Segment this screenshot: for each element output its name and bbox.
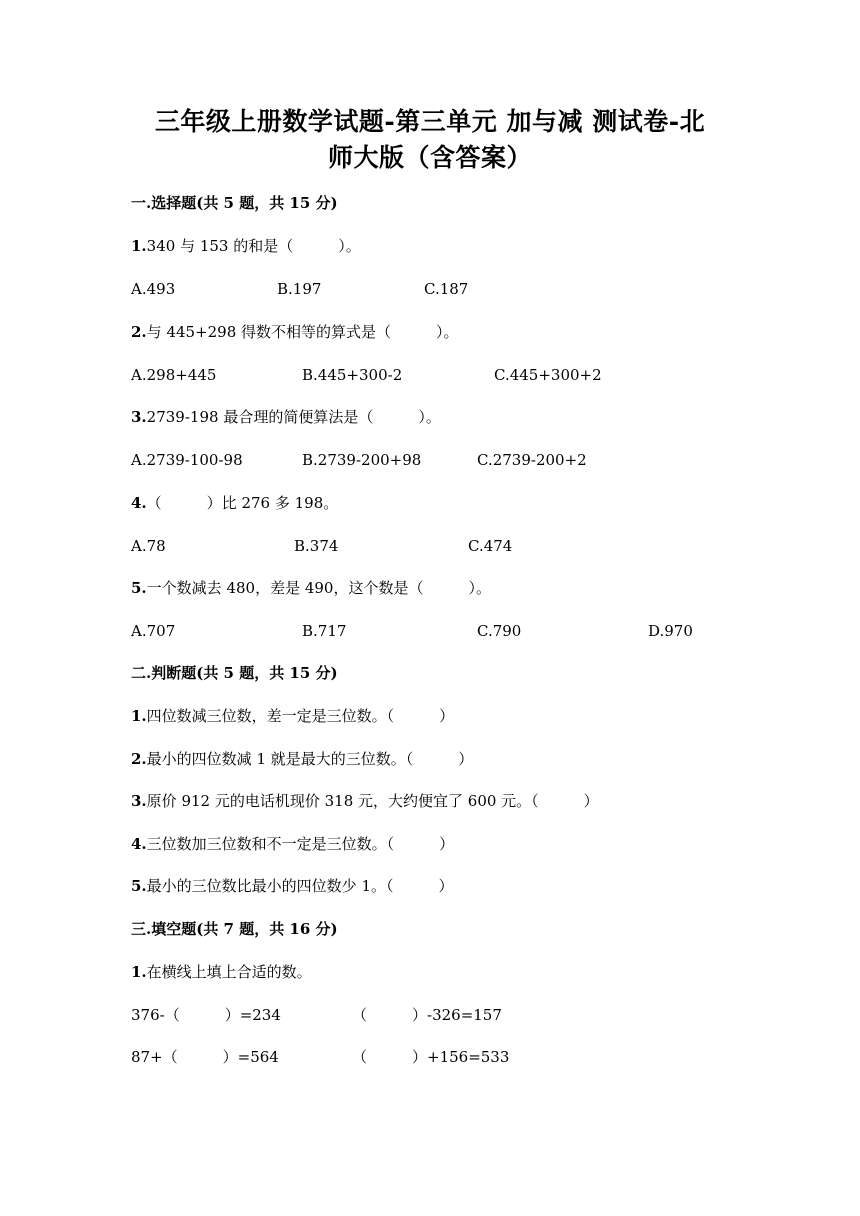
section-heading-judgment: 二.判断题(共 5 题，共 15 分)	[131, 664, 338, 682]
question-item	[131, 791, 599, 811]
option-c: C.445+300+2	[494, 366, 602, 384]
question-item	[131, 876, 454, 896]
option-c: C.187	[424, 280, 469, 298]
question-text: 最小的四位数减 1 就是最大的三位数。（ ）	[146, 750, 474, 768]
exam-title-line-2: 师大版（含答案）	[327, 143, 532, 172]
question-text: 原价 912 元的电话机现价 318 元，大约便宜了 600 元。（ ）	[146, 792, 599, 810]
question-text: 与 445+298 得数不相等的算式是（ ）。	[146, 323, 459, 341]
option-a: A.298+445	[131, 366, 217, 384]
section-heading-choice: 一.选择题(共 5 题，共 15 分)	[131, 194, 338, 212]
question-text: （ ）比 276 多 198。	[146, 494, 339, 512]
question-text: 在横线上填上合适的数。	[146, 963, 312, 981]
question-number: 1.	[131, 707, 147, 725]
question-item	[131, 578, 491, 598]
question-number: 2.	[131, 323, 147, 341]
question-text: 最小的三位数比最小的四位数少 1。（ ）	[146, 877, 454, 895]
option-b: B.2739-200+98	[302, 451, 422, 469]
question-item	[131, 834, 454, 854]
question-item	[131, 706, 454, 726]
section-heading-fill-blank: 三.填空题(共 7 题，共 16 分)	[131, 920, 338, 938]
question-text: 2739-198 最合理的简便算法是（ ）。	[146, 408, 441, 426]
fill-blank-equation: （ ）+156=533	[352, 1048, 510, 1066]
question-text: 340 与 153 的和是（ ）。	[146, 237, 361, 255]
question-number: 4.	[131, 835, 147, 853]
option-a: A.2739-100-98	[131, 451, 243, 469]
question-number: 2.	[131, 750, 147, 768]
question-item	[131, 749, 473, 769]
option-a: A.707	[131, 622, 176, 640]
question-number: 4.	[131, 494, 147, 512]
question-number: 5.	[131, 579, 147, 597]
option-a: A.493	[131, 280, 176, 298]
option-c: C.790	[477, 622, 522, 640]
question-item	[131, 407, 441, 427]
question-item	[131, 962, 312, 982]
fill-blank-equation: （ ）-326=157	[352, 1006, 502, 1024]
fill-blank-equation: 87+（ ）=564	[131, 1048, 279, 1066]
question-item	[131, 236, 361, 256]
option-c: C.2739-200+2	[477, 451, 587, 469]
question-item	[131, 493, 338, 513]
question-number: 5.	[131, 877, 147, 895]
question-number: 3.	[131, 408, 147, 426]
question-number: 3.	[131, 792, 147, 810]
option-c: C.474	[468, 537, 513, 555]
fill-blank-equation: 376-（ ）=234	[131, 1006, 281, 1024]
question-text: 四位数减三位数，差一定是三位数。（ ）	[146, 707, 455, 725]
question-number: 1.	[131, 963, 147, 981]
question-text: 一个数减去 480，差是 490，这个数是（ ）。	[146, 579, 491, 597]
option-d: D.970	[648, 622, 693, 640]
exam-title-line-1: 三年级上册数学试题-第三单元 加与减 测试卷-北	[154, 107, 706, 136]
question-text: 三位数加三位数和不一定是三位数。（ ）	[146, 835, 455, 853]
question-number: 1.	[131, 237, 147, 255]
option-a: A.78	[131, 537, 166, 555]
option-b: B.717	[302, 622, 347, 640]
option-b: B.445+300-2	[302, 366, 403, 384]
question-item	[131, 322, 459, 342]
option-b: B.374	[294, 537, 339, 555]
option-b: B.197	[277, 280, 322, 298]
